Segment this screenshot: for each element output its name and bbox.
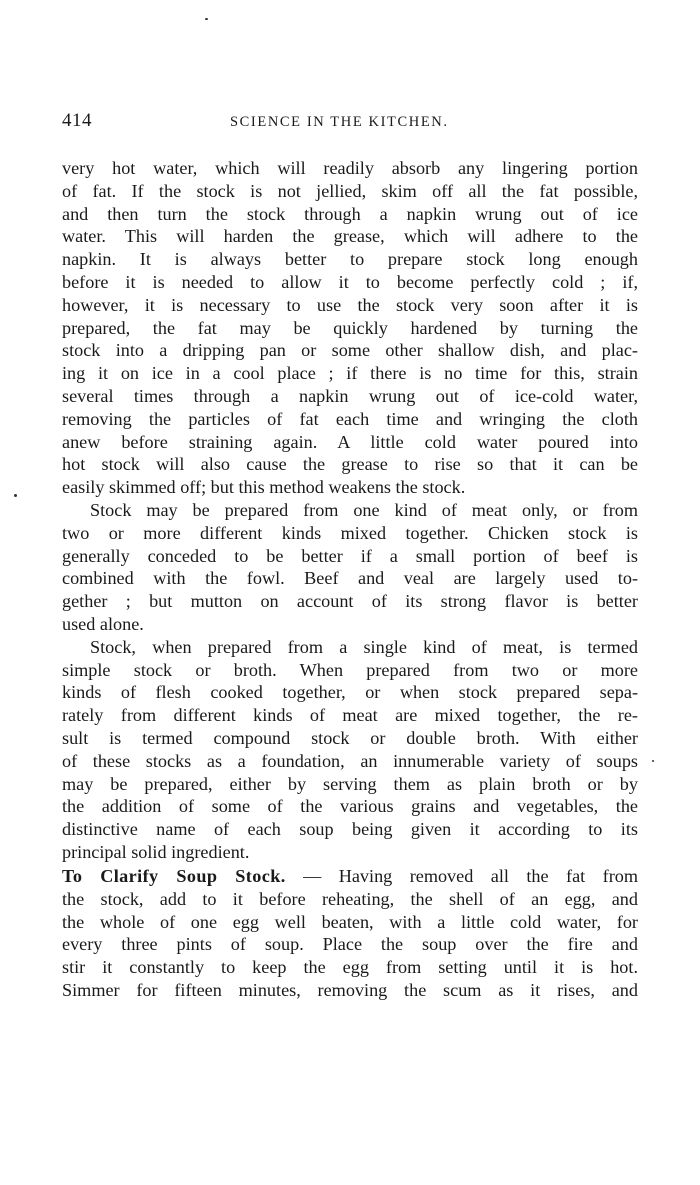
text-line: the stock, add to it before reheating, the shell of an egg, and bbox=[62, 888, 638, 909]
text-line: napkin. It is always better to prepare stock long enough bbox=[62, 249, 638, 270]
text-line: every three pints of soup. Place the soup over the fire and bbox=[62, 934, 638, 955]
text-line: of these stocks as a foundation, an innumerable variety of soups bbox=[62, 750, 638, 771]
text-line: stir it constantly to keep the egg from setting until it is hot. bbox=[62, 957, 638, 978]
text-line: rately from different kinds of meat are mixed together, the re- bbox=[62, 705, 638, 726]
text-line: hot stock will also cause the grease to rise so that it can be bbox=[62, 454, 638, 475]
text-line: very hot water, which will readily absorb any lingering portion bbox=[62, 158, 638, 178]
text-line: before it is needed to allow it to become perfectly cold ; if, bbox=[62, 271, 638, 292]
page-header bbox=[62, 110, 638, 134]
text-line: simple stock or broth. When prepared from two or more bbox=[62, 659, 638, 680]
text-line: removing the particles of fat each time and wringing the cloth bbox=[62, 408, 638, 429]
print-speck bbox=[205, 18, 208, 20]
clarify-heading: To Clarify Soup Stock. bbox=[62, 865, 286, 886]
text-line: Simmer for fifteen minutes, removing the scum as it rises, and bbox=[62, 979, 638, 1000]
clarify-paragraph bbox=[62, 888, 638, 1002]
text-line: however, it is necessary to use the stock very soon after it is bbox=[62, 294, 638, 315]
running-head: SCIENCE IN THE KITCHEN. bbox=[230, 114, 449, 130]
text-line: gether ; but mutton on account of its strong flavor is better bbox=[62, 591, 638, 612]
text-line: generally conceded to be better if a small portion of beef is bbox=[62, 545, 638, 566]
text-line: Stock, when prepared from a single kind of meat, is termed bbox=[90, 636, 638, 657]
text-line: combined with the fowl. Beef and veal are largely used to- bbox=[62, 568, 638, 589]
text-line: easily skimmed off; but this method weakens the stock. bbox=[62, 477, 466, 498]
page-number: 414 bbox=[62, 110, 92, 131]
text-line: may be prepared, either by serving them as plain broth or by bbox=[62, 773, 638, 794]
text-line: prepared, the fat may be quickly hardened by turning the bbox=[62, 317, 638, 338]
text-line: and then turn the stock through a napkin wrung out of ice bbox=[62, 203, 638, 224]
text-line: the whole of one egg well beaten, with a little cold water, for bbox=[62, 911, 638, 932]
clarify-first-line bbox=[62, 864, 638, 888]
text-line: kinds of flesh cooked together, or when stock prepared sepa- bbox=[62, 682, 638, 703]
clarify-first-line-rest: — Having removed all the fat from bbox=[285, 865, 638, 886]
text-line: two or more different kinds mixed together. Chicken stock is bbox=[62, 522, 638, 543]
paragraphs bbox=[62, 157, 638, 864]
text-line: sult is termed compound stock or double broth. With either bbox=[62, 727, 638, 748]
text-line: Stock may be prepared from one kind of meat only, or from bbox=[90, 499, 638, 520]
text-line: used alone. bbox=[62, 613, 144, 634]
text-line: ing it on ice in a cool place ; if there is no time for this, strain bbox=[62, 363, 638, 384]
body-text bbox=[62, 157, 638, 1002]
print-speck bbox=[652, 760, 654, 762]
print-speck bbox=[14, 494, 17, 497]
text-line: stock into a dripping pan or some other shallow dish, and plac- bbox=[62, 340, 638, 361]
text-line: of fat. If the stock is not jellied, skim off all the fat possible, bbox=[62, 180, 638, 201]
text-line: the addition of some of the various grains and vegetables, the bbox=[62, 796, 638, 817]
text-line: distinctive name of each soup being given it according to its bbox=[62, 819, 638, 840]
text-line: anew before straining again. A little cold water poured into bbox=[62, 431, 638, 452]
text-line: principal solid ingredient. bbox=[62, 841, 250, 862]
text-line: several times through a napkin wrung out of ice-cold water, bbox=[62, 385, 638, 406]
text-line: water. This will harden the grease, which will adhere to the bbox=[62, 226, 638, 247]
